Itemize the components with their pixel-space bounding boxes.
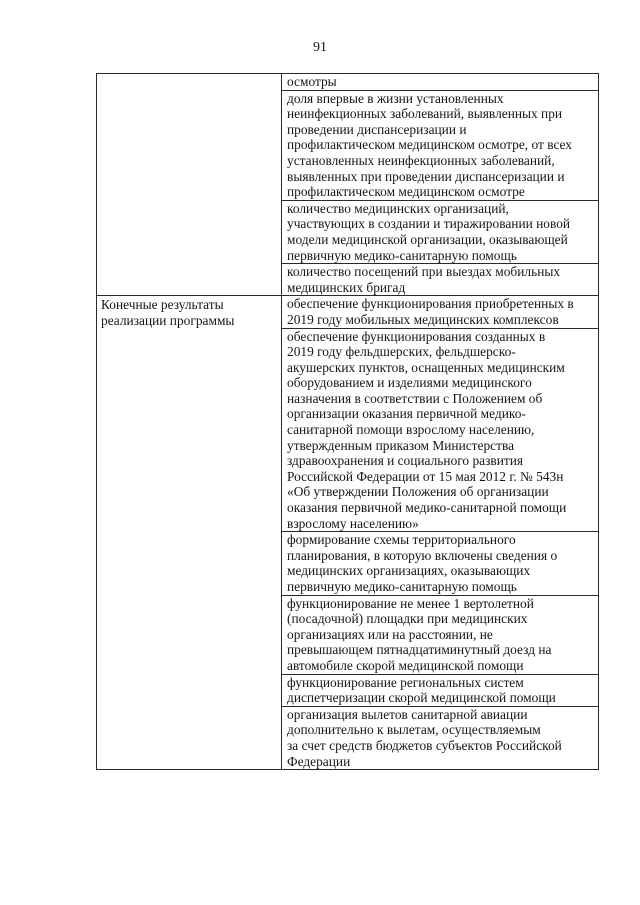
page-number: 91	[313, 40, 327, 55]
table-row	[97, 74, 599, 91]
indicator-cell	[282, 74, 599, 91]
result-text: функционирование не менее 1 вертолетной (посадочной) площадки при медицинских организациях или на расстоянии, не превышающем пятнадцатиминутный доезд на автомобиле скорой медицинской помощи	[287, 595, 552, 673]
table-row	[97, 296, 599, 328]
result-text: формирование схемы территориального планирования, в которую включены сведения о медицинских организациях, оказывающих первичную медико-санитарную помощь	[287, 532, 558, 594]
program-table	[96, 73, 599, 770]
indicator-text: количество медицинских организаций, участвующих в создании и тиражировании новой модели медицинской организации, оказывающей первичную медико-санитарную помощь	[287, 200, 571, 263]
indicator-cell	[282, 90, 599, 200]
result-text: функционирование региональных систем диспетчеризации скорой медицинской помощи	[287, 674, 556, 706]
result-text: обеспечение функционирования приобретенных в 2019 году мобильных медицинских комплексов	[287, 296, 574, 327]
result-cell	[282, 328, 599, 532]
indicator-text: количество посещений при выездах мобильных медицинских бригад	[287, 264, 561, 295]
indicator-text: осмотры	[287, 74, 337, 89]
final-results-label: Конечные результаты реализации программы	[101, 297, 235, 328]
result-cell	[282, 706, 599, 769]
empty-label-cell	[97, 74, 282, 296]
final-results-label-cell	[97, 296, 282, 770]
indicator-cell	[282, 200, 599, 263]
result-cell	[282, 595, 599, 674]
result-text: обеспечение функционирования созданных в 2019 году фельдшерских, фельдшерско- акушерских пунктов, оснащенных медицинским оборудованием и изделиями медицинского назначения в соответствии с Положением об организации оказания первичной медико- санитарной помощи взрослому населению, утвержденным приказом Министерства здравоохранения и социального развития Российской Федерации от 15 мая 2012 г. № 543н «Об утверждении Положения об организации оказания первичной медико-санитарной помощи взрослому населению»	[287, 328, 567, 531]
result-text: организация вылетов санитарной авиации дополнительно к вылетам, осуществляемым за счет средств бюджетов субъектов Российской Федерации	[287, 706, 562, 769]
result-cell	[282, 674, 599, 706]
indicator-cell	[282, 264, 599, 296]
indicator-text: доля впервые в жизни установленных неинфекционных заболеваний, выявленных при проведении диспансеризации и профилактическом медицинском осмотре, от всех установленных неинфекционных заболеваний, выявленных при проведении диспансеризации и профилактическом медицинском осмотре	[287, 90, 573, 200]
result-cell	[282, 532, 599, 595]
result-cell	[282, 296, 599, 328]
